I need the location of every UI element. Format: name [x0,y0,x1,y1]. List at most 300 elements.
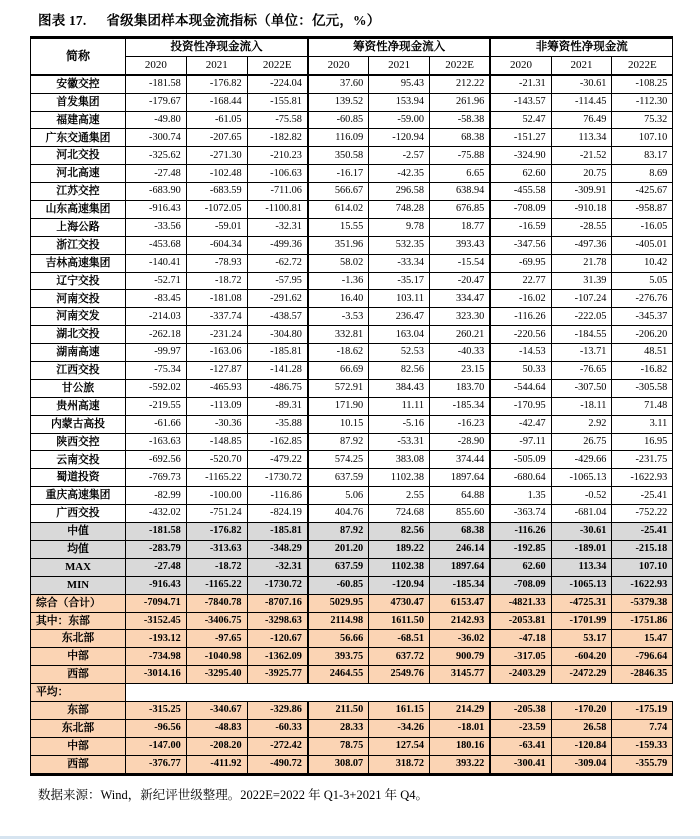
value-cell: 62.60 [490,165,551,183]
value-cell: -76.65 [551,362,612,380]
value-cell: -42.35 [369,165,430,183]
value-cell: -185.34 [430,576,491,594]
year-header: 2021 [186,56,247,74]
value-cell: -7094.71 [126,594,187,612]
table-row [31,719,673,737]
value-cell: -1751.86 [612,612,673,630]
value-cell: -1730.72 [247,469,308,487]
value-cell: -1100.81 [247,201,308,219]
value-cell: -604.20 [551,648,612,666]
value-cell: 56.66 [308,630,369,648]
value-cell: -21.31 [490,75,551,93]
value-cell: 66.69 [308,362,369,380]
value-cell: -23.59 [490,719,551,737]
value-cell: -348.29 [247,540,308,558]
value-cell: -40.33 [430,344,491,362]
value-cell: 127.54 [369,737,430,755]
value-cell: 153.94 [369,93,430,111]
value-cell: -120.94 [369,129,430,147]
row-name-cell: 西部 [31,755,126,774]
value-cell: -75.88 [430,147,491,165]
value-cell: -18.62 [308,344,369,362]
value-cell: 37.60 [308,75,369,93]
row-name-cell: 首发集团 [31,93,126,111]
table-row [31,165,673,183]
row-name-cell: 浙江交投 [31,236,126,254]
value-cell: 1611.50 [369,612,430,630]
value-cell: 2464.55 [308,666,369,684]
row-name-cell: 广东交通集团 [31,129,126,147]
value-cell: -192.85 [490,540,551,558]
table-row [31,111,673,129]
value-cell: -796.64 [612,648,673,666]
table-row [31,737,673,755]
row-name-cell: MIN [31,576,126,594]
value-cell: 308.07 [308,755,369,774]
value-cell: -176.82 [186,75,247,93]
value-cell: -151.27 [490,129,551,147]
value-cell: -283.79 [126,540,187,558]
value-cell: -185.81 [247,344,308,362]
value-cell: 163.04 [369,326,430,344]
row-name-cell: 中部 [31,648,126,666]
value-cell: -692.56 [126,451,187,469]
value-cell: 724.68 [369,505,430,523]
value-cell: -16.59 [490,218,551,236]
value-cell: 332.81 [308,326,369,344]
value-cell: 71.48 [612,397,673,415]
row-name-cell: 东北部 [31,719,126,737]
value-cell: 211.50 [308,701,369,719]
value-cell: 572.91 [308,379,369,397]
value-cell: 76.49 [551,111,612,129]
value-cell: -75.34 [126,362,187,380]
value-cell: 107.10 [612,558,673,576]
value-cell: 318.72 [369,755,430,774]
value-cell: 62.60 [490,558,551,576]
value-cell: -438.57 [247,308,308,326]
value-cell: 404.76 [308,505,369,523]
value-cell: 11.11 [369,397,430,415]
value-cell: -147.00 [126,737,187,755]
value-cell: -97.11 [490,433,551,451]
value-cell: 87.92 [308,523,369,541]
table-row [31,540,673,558]
table-row [31,415,673,433]
row-name-cell: 上海公路 [31,218,126,236]
year-header: 2022E [247,56,308,74]
value-cell: 212.22 [430,75,491,93]
value-cell: -220.56 [490,326,551,344]
value-cell: 1897.64 [430,558,491,576]
value-cell: -185.34 [430,397,491,415]
value-cell: -309.91 [551,183,612,201]
year-header: 2022E [430,56,491,74]
value-cell: 676.85 [430,201,491,219]
value-cell: -307.50 [551,379,612,397]
row-name-cell: 云南交投 [31,451,126,469]
table-row [31,576,673,594]
table-row [31,362,673,380]
value-cell: -7840.78 [186,594,247,612]
value-cell: 26.58 [551,719,612,737]
value-cell: 637.72 [369,648,430,666]
value-cell: 393.22 [430,755,491,774]
value-cell: -34.26 [369,719,430,737]
row-name-cell: 平均： [31,684,126,702]
value-cell: -592.02 [126,379,187,397]
value-cell: -116.26 [490,523,551,541]
value-cell: -108.25 [612,75,673,93]
table-row [31,755,673,774]
value-cell: 637.59 [308,558,369,576]
value-cell: -355.79 [612,755,673,774]
value-cell: -325.62 [126,147,187,165]
table-row [31,201,673,219]
value-cell: 171.90 [308,397,369,415]
value-cell: -734.98 [126,648,187,666]
group-header: 非筹资性净现金流 [490,38,672,57]
table-row [31,469,673,487]
value-cell: 7.74 [612,719,673,737]
value-cell: 1102.38 [369,469,430,487]
value-cell: 58.02 [308,254,369,272]
value-cell: -544.64 [490,379,551,397]
value-cell: -309.04 [551,755,612,774]
value-cell: -18.01 [430,719,491,737]
value-cell: -112.30 [612,93,673,111]
row-name-cell: 河北交投 [31,147,126,165]
figure-title-text: 省级集团样本现金流指标（单位：亿元，%） [106,13,381,28]
value-cell: -272.42 [247,737,308,755]
value-cell: 574.25 [308,451,369,469]
value-cell: 103.11 [369,290,430,308]
value-cell: 2549.76 [369,666,430,684]
table-row [31,630,673,648]
value-cell: -681.04 [551,505,612,523]
value-cell: 16.40 [308,290,369,308]
table-row [31,648,673,666]
value-cell: 5029.95 [308,594,369,612]
value-cell: -405.01 [612,236,673,254]
value-cell: -48.83 [186,719,247,737]
value-cell: 68.38 [430,523,491,541]
value-cell: -2846.35 [612,666,673,684]
table-row [31,308,673,326]
value-cell: 296.58 [369,183,430,201]
value-cell: -347.56 [490,236,551,254]
value-cell: -262.18 [126,326,187,344]
value-cell: -305.58 [612,379,673,397]
value-cell: -75.58 [247,111,308,129]
value-cell: -184.55 [551,326,612,344]
row-name-cell: MAX [31,558,126,576]
value-cell: 48.51 [612,344,673,362]
value-cell: 82.56 [369,523,430,541]
row-name-cell: 其中：东部 [31,612,126,630]
year-header: 2022E [612,56,673,74]
value-cell: -140.41 [126,254,187,272]
value-cell: -5379.38 [612,594,673,612]
year-header: 2020 [126,56,187,74]
value-cell: -432.02 [126,505,187,523]
value-cell: -116.26 [490,308,551,326]
value-cell: -182.82 [247,129,308,147]
value-cell: -214.03 [126,308,187,326]
table-row [31,523,673,541]
row-name-cell: 中值 [31,523,126,541]
value-cell: 31.39 [551,272,612,290]
value-cell: -231.75 [612,451,673,469]
value-cell: -5.16 [369,415,430,433]
value-cell: -604.34 [186,236,247,254]
value-cell: -60.85 [308,576,369,594]
value-cell: -16.82 [612,362,673,380]
row-name-cell: 均值 [31,540,126,558]
value-cell: -683.90 [126,183,187,201]
value-cell: -3295.40 [186,666,247,684]
value-cell: -224.04 [247,75,308,93]
row-name-cell: 陕西交控 [31,433,126,451]
value-cell: 246.14 [430,540,491,558]
value-cell: -1362.09 [247,648,308,666]
row-name-cell: 湖北交投 [31,326,126,344]
value-cell: 334.47 [430,290,491,308]
value-cell: -47.18 [490,630,551,648]
value-cell: 350.58 [308,147,369,165]
value-cell: -219.55 [126,397,187,415]
row-name-cell: 东部 [31,701,126,719]
year-header: 2020 [308,56,369,74]
value-cell: 323.30 [430,308,491,326]
row-name-cell: 湖南高速 [31,344,126,362]
value-cell: -35.17 [369,272,430,290]
table-row [31,451,673,469]
value-cell: -116.86 [247,487,308,505]
row-name-cell: 安徽交控 [31,75,126,93]
value-cell: -181.58 [126,75,187,93]
value-cell: 1.35 [490,487,551,505]
row-name-cell: 东北部 [31,630,126,648]
table-row [31,379,673,397]
value-cell: 53.17 [551,630,612,648]
value-cell: 2.55 [369,487,430,505]
value-cell: -57.95 [247,272,308,290]
value-cell: -58.38 [430,111,491,129]
table-row [31,433,673,451]
row-name-cell: 综合（合计） [31,594,126,612]
value-cell: 855.60 [430,505,491,523]
value-cell: -28.90 [430,433,491,451]
value-cell: -490.72 [247,755,308,774]
value-cell: -1065.13 [551,576,612,594]
value-cell: 23.15 [430,362,491,380]
value-cell: 18.77 [430,218,491,236]
value-cell: -958.87 [612,201,673,219]
value-cell: -28.55 [551,218,612,236]
value-cell: 566.67 [308,183,369,201]
value-cell: -53.31 [369,433,430,451]
year-header: 2021 [369,56,430,74]
value-cell: -315.25 [126,701,187,719]
value-cell: -168.44 [186,93,247,111]
value-cell: -207.65 [186,129,247,147]
value-cell: -49.80 [126,111,187,129]
value-cell: 8.69 [612,165,673,183]
value-cell: 161.15 [369,701,430,719]
value-cell: -231.24 [186,326,247,344]
value-cell: -3.53 [308,308,369,326]
value-cell: -18.72 [186,558,247,576]
value-cell: -106.63 [247,165,308,183]
value-cell: -340.67 [186,701,247,719]
value-cell: 5.05 [612,272,673,290]
value-cell: 638.94 [430,183,491,201]
row-name-cell: 内蒙古高投 [31,415,126,433]
value-cell: -32.31 [247,218,308,236]
value-cell: 614.02 [308,201,369,219]
value-cell: -208.20 [186,737,247,755]
value-cell: -21.52 [551,147,612,165]
value-cell: 82.56 [369,362,430,380]
value-cell: 15.55 [308,218,369,236]
value-cell: -18.72 [186,272,247,290]
value-cell: 116.09 [308,129,369,147]
value-cell: -170.20 [551,701,612,719]
value-cell: -179.67 [126,93,187,111]
value-cell: -1730.72 [247,576,308,594]
value-cell: -205.38 [490,701,551,719]
value-cell: -1622.93 [612,576,673,594]
value-cell: -155.81 [247,93,308,111]
value-cell: 16.95 [612,433,673,451]
value-cell: 87.92 [308,433,369,451]
value-cell: -222.05 [551,308,612,326]
value-cell: -329.86 [247,701,308,719]
value-cell: -453.68 [126,236,187,254]
value-cell: -181.08 [186,290,247,308]
value-cell: 68.38 [430,129,491,147]
table-row [31,344,673,362]
value-cell: 113.34 [551,129,612,147]
value-cell: -486.75 [247,379,308,397]
value-cell: -1165.22 [186,469,247,487]
value-cell: -4821.33 [490,594,551,612]
value-cell: -824.19 [247,505,308,523]
value-cell: 5.06 [308,487,369,505]
value-cell: -206.20 [612,326,673,344]
value-cell: 1897.64 [430,469,491,487]
value-cell: -62.72 [247,254,308,272]
value-cell: 2.92 [551,415,612,433]
value-cell: 201.20 [308,540,369,558]
value-cell: -916.43 [126,201,187,219]
value-cell: -455.58 [490,183,551,201]
value-cell: 22.77 [490,272,551,290]
value-cell: -300.41 [490,755,551,774]
table-row [31,558,673,576]
row-name-cell: 吉林高速集团 [31,254,126,272]
value-cell: -271.30 [186,147,247,165]
value-cell: -163.63 [126,433,187,451]
value-cell: -18.11 [551,397,612,415]
table-row [31,487,673,505]
table-row [31,666,673,684]
row-name-cell: 山东高速集团 [31,201,126,219]
value-cell: 20.75 [551,165,612,183]
value-cell: 637.59 [308,469,369,487]
value-cell: -499.36 [247,236,308,254]
value-cell: -20.47 [430,272,491,290]
value-cell: -25.41 [612,487,673,505]
row-name-cell: 贵州高速 [31,397,126,415]
value-cell: -16.17 [308,165,369,183]
value-cell: -3014.16 [126,666,187,684]
value-cell: -32.31 [247,558,308,576]
value-cell: -163.06 [186,344,247,362]
value-cell: -69.95 [490,254,551,272]
row-name-cell: 蜀道投资 [31,469,126,487]
value-cell: -345.37 [612,308,673,326]
value-cell: 52.53 [369,344,430,362]
figure-label: 图表 17. [38,13,87,28]
value-cell: -127.87 [186,362,247,380]
value-cell: -89.31 [247,397,308,415]
value-cell: 260.21 [430,326,491,344]
value-cell: -711.06 [247,183,308,201]
table-row [31,236,673,254]
row-name-cell: 重庆高速集团 [31,487,126,505]
value-cell: -30.61 [551,523,612,541]
value-cell: -429.66 [551,451,612,469]
value-cell: -120.94 [369,576,430,594]
value-cell: -113.09 [186,397,247,415]
table-row [31,272,673,290]
value-cell: -2472.29 [551,666,612,684]
value-cell: 21.78 [551,254,612,272]
value-cell: -162.85 [247,433,308,451]
value-cell: 64.88 [430,487,491,505]
row-name-cell: 福建高速 [31,111,126,129]
value-cell: -35.88 [247,415,308,433]
value-cell: -170.95 [490,397,551,415]
value-cell: -141.28 [247,362,308,380]
row-name-cell: 中部 [31,737,126,755]
table-row [31,505,673,523]
value-cell: 26.75 [551,433,612,451]
value-cell: -505.09 [490,451,551,469]
value-cell: -300.74 [126,129,187,147]
value-cell: 78.75 [308,737,369,755]
table-row [31,290,673,308]
value-cell: 6153.47 [430,594,491,612]
value-cell: 52.47 [490,111,551,129]
value-cell: -33.56 [126,218,187,236]
value-cell: -210.23 [247,147,308,165]
value-cell: -708.09 [490,201,551,219]
value-cell: -185.81 [247,523,308,541]
value-cell: -82.99 [126,487,187,505]
value-cell: -317.05 [490,648,551,666]
value-cell: -313.63 [186,540,247,558]
value-cell: -479.22 [247,451,308,469]
table-row [31,254,673,272]
value-cell: 1102.38 [369,558,430,576]
value-cell: -3152.45 [126,612,187,630]
row-name-cell: 甘公旅 [31,379,126,397]
value-cell: -60.33 [247,719,308,737]
value-cell: -215.18 [612,540,673,558]
